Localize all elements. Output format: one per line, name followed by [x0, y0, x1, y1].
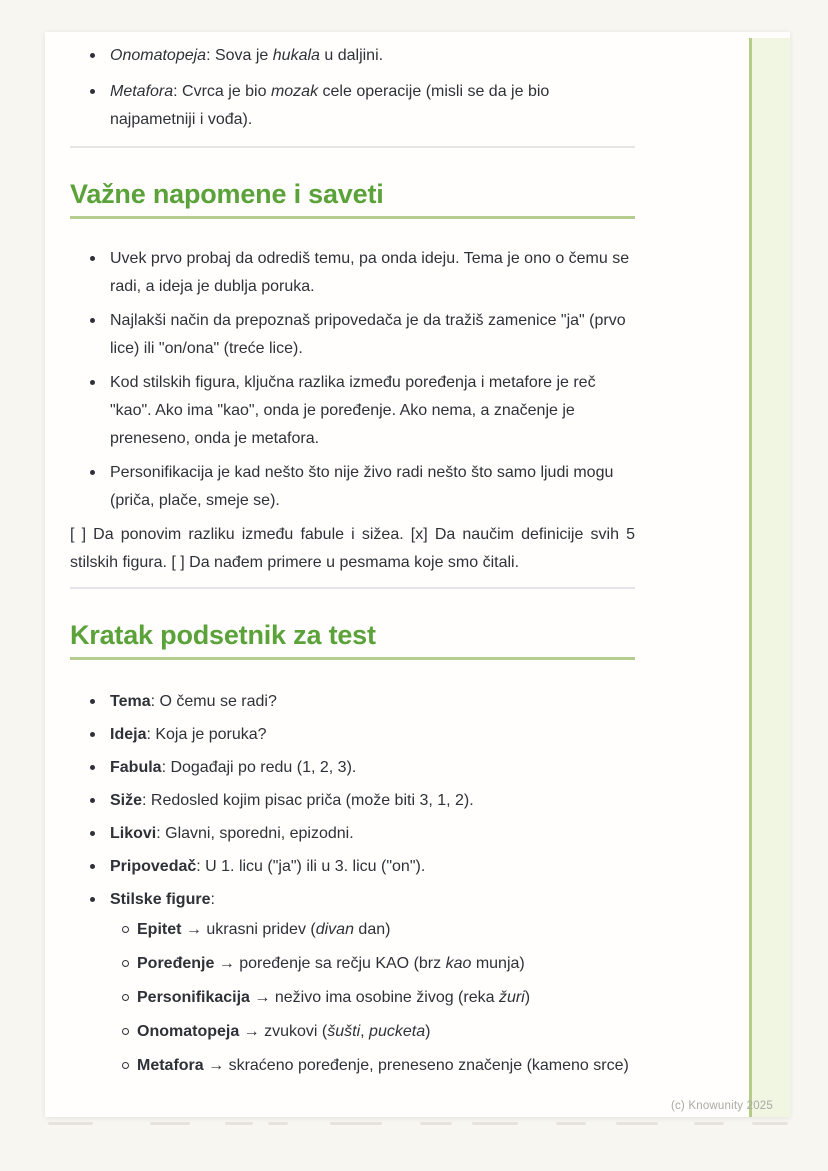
text-segment: Epitet — [137, 921, 182, 938]
text-segment: Onomatopeja — [110, 47, 207, 64]
next-page-edge-mark — [330, 1122, 382, 1125]
text-segment: Stilske figure — [110, 891, 211, 908]
text-segment: Onomatopeja — [137, 1023, 240, 1040]
text-segment: → neživo ima osobine živog (reka — [249, 989, 499, 1006]
text-segment: → ukrasni pridev ( — [181, 921, 316, 938]
napomene-list — [70, 245, 635, 515]
sublist-item — [110, 984, 635, 1012]
list-item — [70, 886, 635, 1080]
text-segment: žuri — [498, 989, 525, 1006]
footer-copyright: (c) Knowunity 2025 — [670, 1100, 773, 1112]
list-item — [70, 853, 635, 881]
text-segment: : Koja je poruka? — [146, 726, 267, 743]
text-segment: Metafora — [137, 1057, 204, 1074]
heading-underline — [70, 216, 635, 219]
text-segment: kao — [445, 955, 472, 972]
text-segment: Najlakši način da prepoznaš pripovedača je da tražiš zamenice "ja" (prvo lice) ili "on/ona" (treće lice). — [110, 312, 626, 357]
text-segment: Fabula — [110, 759, 162, 776]
text-segment: Poređenje — [137, 955, 215, 972]
text-segment: : Cvrca je bio — [173, 83, 271, 100]
text-segment: Kod stilskih figura, ključna razlika između poređenja i metafore je reč "kao". Ako ima "kao", onda je poređenje. Ako nema, a značenje je preneseno, onda je metafora. — [110, 374, 596, 447]
list-item — [70, 245, 635, 301]
next-page-edge-mark — [150, 1122, 190, 1125]
text-segment: Pripovedač — [110, 858, 197, 875]
text-segment: ) — [524, 989, 531, 1006]
text-segment: Uvek prvo probaj da odrediš temu, pa onda ideju. Tema je ono o čemu se radi, a ideja je dublja poruka. — [110, 250, 630, 295]
next-page-edge-mark — [472, 1122, 518, 1125]
sublist-item — [110, 1018, 635, 1046]
list-item — [70, 787, 635, 815]
podsetnik-list — [70, 688, 635, 1080]
list-item — [70, 459, 635, 515]
text-segment: → skraćeno poređenje, preneseno značenje (kameno srce) — [203, 1057, 629, 1074]
list-item — [70, 369, 635, 453]
sublist-item — [110, 1052, 635, 1080]
next-page-edge-mark — [556, 1122, 586, 1125]
next-page-edge-mark — [694, 1122, 724, 1125]
text-segment: dan) — [353, 921, 391, 938]
sublist-item — [110, 916, 635, 944]
list-item — [70, 688, 635, 716]
checklist-paragraph: [ ] Da ponovim razliku između fabule i sižea. [x] Da naučim definicije svih 5 stilskih figura. [ ] Da nađem primere u pesmama koje smo čitali. — [70, 526, 635, 571]
next-page-edge-mark — [420, 1122, 452, 1125]
text-segment: : O čemu se radi? — [150, 693, 277, 710]
next-page-edge-mark — [616, 1122, 658, 1125]
text-segment: Siže — [110, 792, 143, 809]
text-segment: : Glavni, sporedni, epizodni. — [156, 825, 354, 842]
next-page-edge-mark — [225, 1122, 253, 1125]
text-segment: : Događaji po redu (1, 2, 3). — [161, 759, 357, 776]
next-page-edge-mark — [48, 1122, 93, 1125]
sublist-item — [110, 950, 635, 978]
text-segment: Personifikacija je kad nešto što nije živo radi nešto što samo ljudi mogu (priča, plače, smeje se). — [110, 464, 614, 509]
text-segment: divan — [315, 921, 354, 938]
text-segment: Tema — [110, 693, 151, 710]
text-segment: ) — [425, 1023, 431, 1040]
nested-sublist — [110, 916, 635, 1080]
text-segment: Metafora — [110, 83, 174, 100]
section-divider — [70, 146, 635, 148]
text-segment: munja) — [471, 955, 525, 972]
text-segment: šušti — [327, 1023, 361, 1040]
page-accent-band — [749, 38, 790, 1117]
next-page-edge-mark — [268, 1122, 288, 1125]
list-item — [70, 754, 635, 782]
text-segment: pucketa — [369, 1023, 426, 1040]
next-page-edge-mark — [752, 1122, 788, 1125]
list-item — [70, 307, 635, 363]
text-segment: Personifikacija — [137, 989, 250, 1006]
list-item — [70, 42, 635, 70]
heading-underline — [70, 657, 635, 660]
section-divider — [70, 587, 635, 589]
page-content — [70, 32, 635, 1080]
text-segment: mozak — [270, 83, 319, 100]
text-segment: : U 1. licu ("ja") ili u 3. licu ("on"). — [196, 858, 426, 875]
text-segment: cele operacije (misli se da je bio najpametniji i vođa). — [110, 83, 550, 128]
list-item — [70, 78, 635, 134]
section-heading-podsetnik: Kratak podsetnik za test — [70, 620, 376, 650]
intro-example-list — [70, 42, 635, 134]
text-segment: Likovi — [110, 825, 157, 842]
text-segment: : Redosled kojim pisac priča (može biti 3, 1, 2). — [142, 792, 474, 809]
text-segment: u daljini. — [319, 47, 384, 64]
text-segment: Ideja — [110, 726, 147, 743]
text-segment: : Sova je — [206, 47, 273, 64]
text-segment: → zvukovi ( — [239, 1023, 328, 1040]
document-page-card — [45, 32, 790, 1117]
text-segment: → poređenje sa rečju KAO (brz — [214, 955, 446, 972]
list-item — [70, 721, 635, 749]
list-item — [70, 820, 635, 848]
text-segment: , — [360, 1023, 370, 1040]
section-heading-napomene: Važne napomene i saveti — [70, 179, 384, 209]
text-segment: hukala — [272, 47, 320, 64]
text-segment: : — [210, 891, 215, 908]
